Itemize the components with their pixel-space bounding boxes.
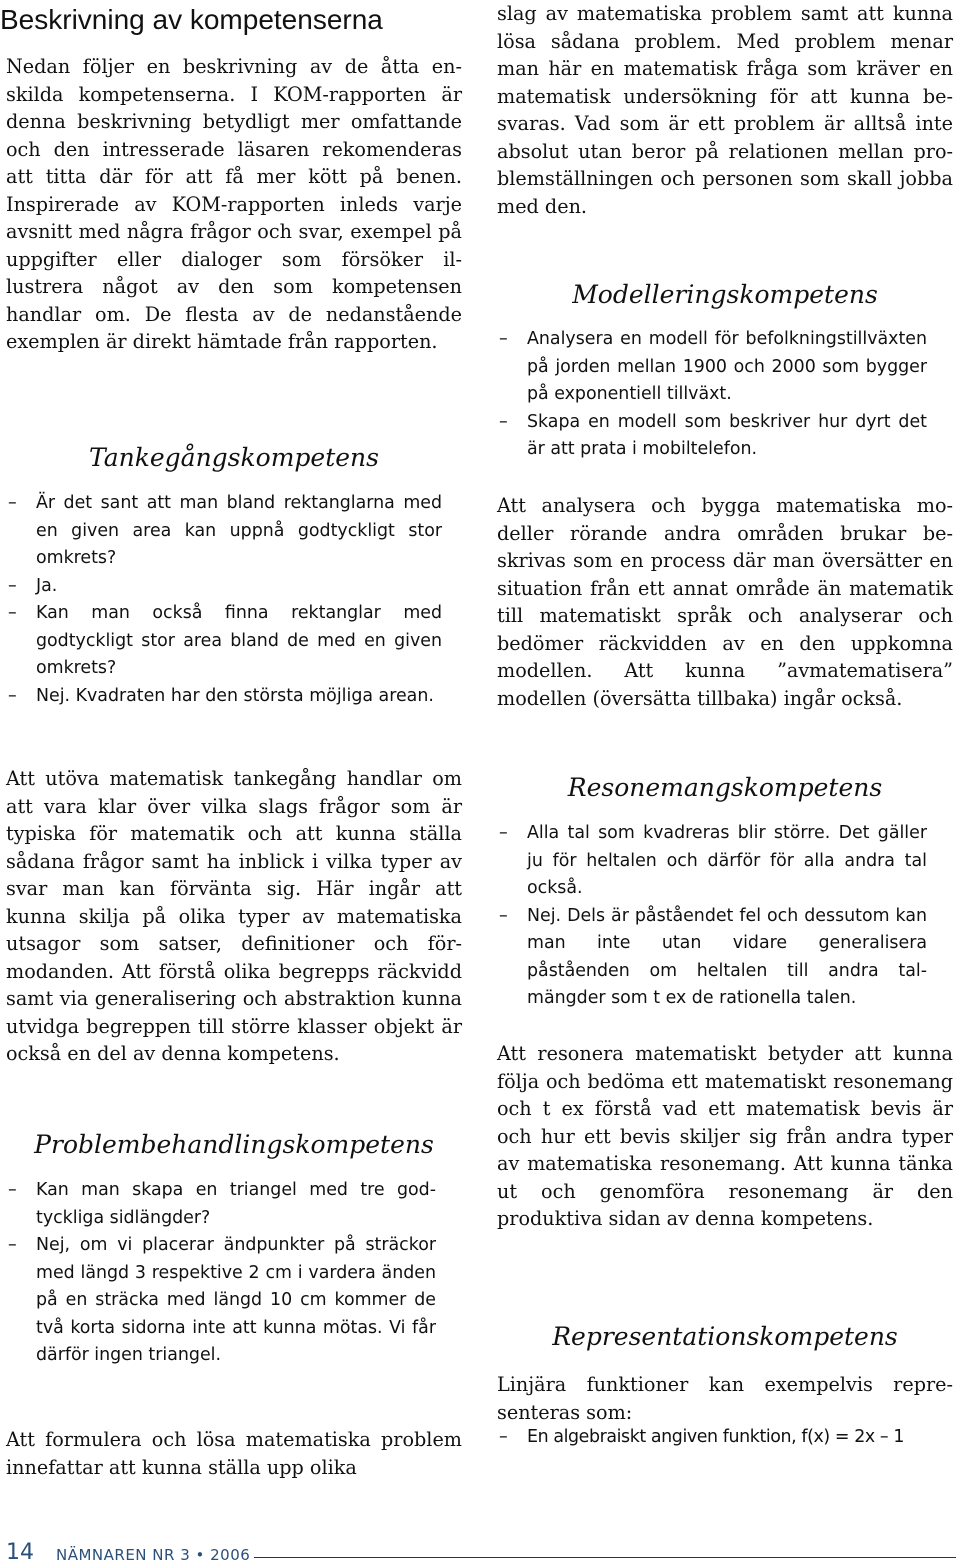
dialog-item: – Kan man skapa en triangel med tre godtyckliga sidlängder? (8, 1180, 436, 1228)
dialog-item: – Nej. Dels är påståendet fel och dessutom kan man inte utan vidare generalisera påståenden om heltalen till andra talmängder som t ex de rationella talen. (499, 905, 927, 1008)
dialog-item: – Nej. Kvadraten har den största möjliga arean. (8, 685, 434, 706)
dialog-item: – Kan man också finna rektanglar med godtyckligt stor area bland de med en given omkrets? (8, 603, 442, 678)
dialog-item: – Alla tal som kvadreras blir större. Det gäller ju för heltalen och därför för alla andra tal också. (499, 823, 927, 898)
dialog-item: – Är det sant att man bland rektanglarna med en given area kan uppnå godtyckligt stor omkrets? (8, 493, 442, 568)
modellering-body: Att analysera och bygga matematiska modeller rörande andra områden brukar beskrivas som en process där man översätter en situation från ett annat område än matematik till matematiskt språk och analyserar och bedömer räckvidden av en den uppkomna modellen. Att kunna ”avmatematisera” modellen (översätta tillbaka) ingår också. (497, 494, 953, 710)
tankegang-body: Att utöva matematisk tankegång handlar om att vara klar över vilka slags frågor som är typiska för matematik och att kunna ställa sådana frågor samt ha inblick i vilka typer av svar man kan förvänta sig. Här ingår att kunna skilja på olika typer av matematiska utsagor som satser, definitioner och förmodanden. Att förstå olika begrepps räckvidd samt via generalisering och abstraktion kunna utvidga begreppen till större klasser objekt är också en del av denna kompetens. (6, 767, 462, 1065)
problem-body-continued: slag av matematiska problem samt att kunna lösa sådana problem. Med problem menar man här en matematisk fråga som kräver en matematisk undersökning för att kunna besvaras. Vad som är ett problem är alltså inte absolut utan beror på relationen mellan problemställningen och personen som skall jobba med den. (497, 2, 953, 218)
dialog-item: – Nej, om vi placerar ändpunkter på sträckor med längd 3 respektive 2 cm i vardera änden på en sträcka med längd 10 cm kommer de två korta sidorna inte att kunna mötas. Vi får därför ingen triangel. (8, 1235, 436, 1365)
footer-rule (254, 1557, 956, 1558)
representation-list (497, 1424, 953, 1452)
intro-paragraph: Nedan följer en beskrivning av de åtta enskilda kompetenserna. I KOM-rapporten är denna beskrivning betydligt mer omfattande och den intresserade läsaren rekomenderas att titta där för att få mer kött på benen. Inspirerade av KOM-rapporten inleds varje avsnitt med några frågor och svar, exempel på uppgifter eller dialoger som försöker illustrera något av den som kompetensen handlar om. De flesta av de nedanstående exemplen är direkt hämtade från rapporten. (6, 55, 462, 353)
problem-body: Att formulera och lösa matematiska problem innefattar att kunna ställa upp olika (6, 1428, 462, 1479)
heading-modellering: Modelleringskompetens (572, 280, 878, 309)
problem-dialog (6, 1177, 436, 1370)
resonemang-body: Att resonera matematiskt betyder att kunna följa och bedöma ett matematiskt resonemang och t ex förstå vad ett matematisk bevis är och hur ett bevis skiljer sig från andra typer av matematiska resonemang. Att kunna tänka ut och genomföra resonemang är den produktiva sidan av denna kompetens. (497, 1042, 953, 1230)
page-title: Beskrivning av kompetenserna (0, 4, 383, 35)
resonemang-dialog (497, 820, 927, 1013)
page-number: 14 (6, 1540, 34, 1565)
task-item: – Analysera en modell för befolkningstillväxten på jorden mellan 1900 och 2000 som bygger på exponentiell tillväxt. (499, 329, 927, 404)
heading-tankegang: Tankegångskompetens (88, 443, 379, 472)
page-footer (6, 1540, 956, 1568)
dialog-item: – Ja. (8, 575, 58, 596)
modellering-tasks (497, 326, 927, 464)
tankegang-dialog (6, 490, 442, 710)
representation-item: – En algebraiskt angiven funktion, f(x) = 2x – 1 (499, 1427, 904, 1447)
heading-representation: Representationskompetens (552, 1322, 898, 1351)
heading-resonemang: Resonemangskompetens (567, 773, 883, 802)
representation-body: Linjära funktioner kan exempelvis representeras som: (497, 1373, 953, 1424)
heading-problem: Problembehandlingskompetens (34, 1130, 434, 1159)
journal-name: NÄMNAREN NR 3 • 2006 (56, 1546, 251, 1564)
task-item: – Skapa en modell som beskriver hur dyrt det är att prata i mobiltelefon. (499, 411, 927, 459)
